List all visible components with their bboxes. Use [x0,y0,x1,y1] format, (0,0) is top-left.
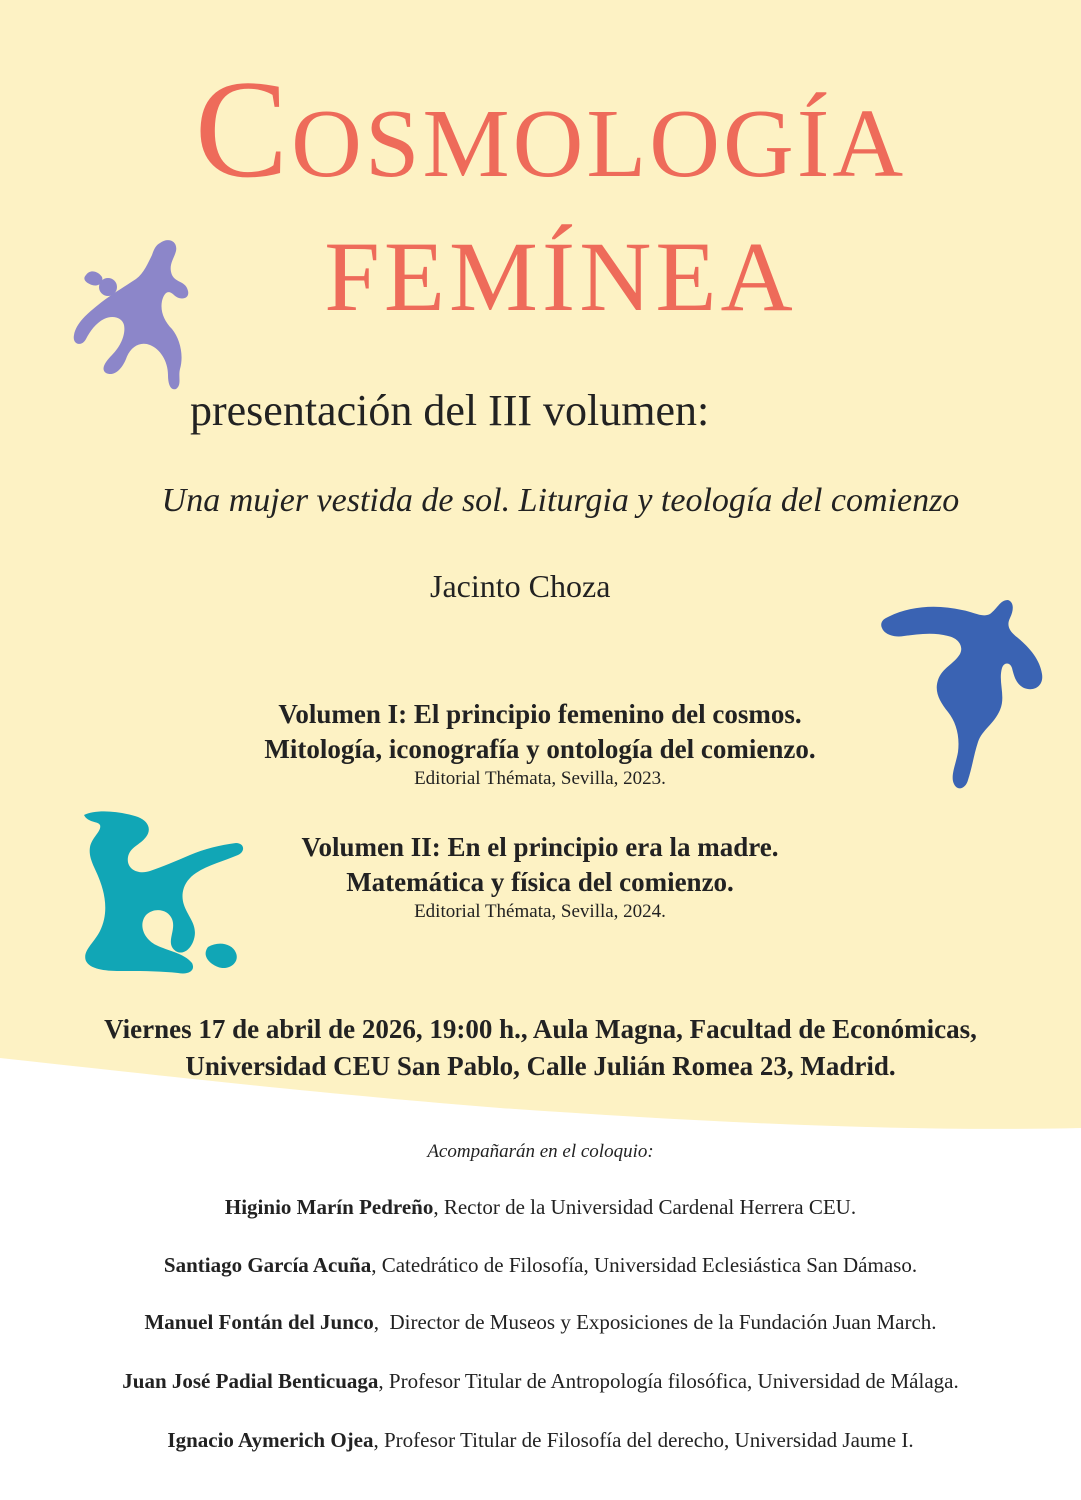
volume-1-title: Volumen I: El principio femenino del cosmos. [278,699,802,729]
book-title: Una mujer vestida de sol. Liturgia y teología del comienzo [161,482,960,519]
panelist-name: Juan José Padial Benticuaga [122,1369,379,1393]
volume-2-publisher: Editorial Thémata, Sevilla, 2024. [414,901,666,922]
volume-1-publisher: Editorial Thémata, Sevilla, 2023. [414,768,666,789]
panelist-role: , Catedrático de Filosofía, Universidad Eclesiástica San Dámaso. [371,1253,918,1277]
panelist-name: Manuel Fontán del Junco [144,1310,374,1334]
title-cosmologia: Cosmología [194,52,907,207]
author-name: Jacinto Choza [430,568,611,604]
panelist-role: , Profesor Titular de Antropología filosófica, Universidad de Málaga. [378,1369,959,1393]
panelist-row [0,1426,1081,1454]
panelist-name: Higinio Marín Pedreño [224,1195,434,1219]
event-line-2: Universidad CEU San Pablo, Calle Julián Romea 23, Madrid. [185,1051,896,1081]
panelist-row [0,1193,1081,1221]
panelist-role: , Director de Museos y Exposiciones de la Fundación Juan March. [373,1310,937,1334]
lavender-dancer-figure [68,235,193,395]
panelist-row [0,1308,1081,1336]
volume-1-block [140,697,940,791]
panelist-row [0,1251,1081,1279]
panelist-name: Santiago García Acuña [163,1253,372,1277]
title-line-1 [0,52,1081,207]
subtitle: presentación del III volumen: [190,386,710,435]
panelist-role: , Profesor Titular de Filosofía del derecho, Universidad Jaume I. [373,1428,914,1452]
event-details [0,1011,1081,1085]
panelist-name: Ignacio Aymerich Ojea [167,1428,374,1452]
volume-2-title: Volumen II: En el principio era la madre. [301,832,779,862]
colloquium-heading: Acompañarán en el coloquio: [427,1141,654,1162]
volume-1-subtitle: Mitología, iconografía y ontología del comienzo. [264,734,816,764]
event-line-1: Viernes 17 de abril de 2026, 19:00 h., Aula Magna, Facultad de Económicas, [104,1014,977,1044]
panelist-row [0,1367,1081,1395]
volume-2-subtitle: Matemática y física del comienzo. [346,867,734,897]
title-line-2: FEMÍNEA [324,221,797,332]
panelist-role: , Rector de la Universidad Cardenal Herrera CEU. [433,1195,857,1219]
volume-2-block [140,830,940,924]
